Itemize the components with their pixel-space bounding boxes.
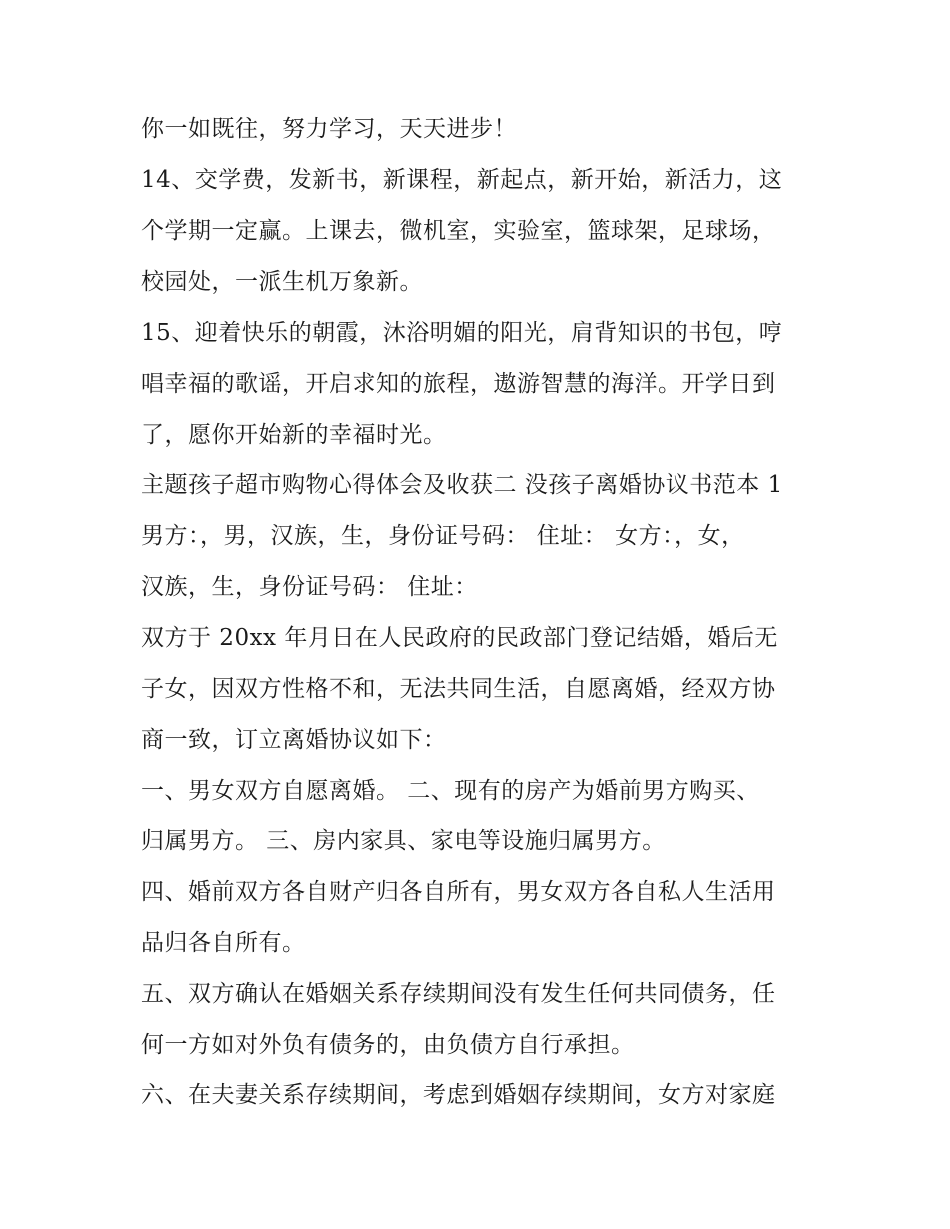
- text-line: 商一致，订立离婚协议如下：: [141, 727, 447, 753]
- text-line: 唱幸福的歌谣，开启求知的旅程，遨游智慧的海洋。开学日到: [141, 371, 776, 397]
- text-line: 品归各自所有。: [141, 930, 306, 956]
- text-line: 男方：，男，汉族，生，身份证号码： 住址： 女方：，女，: [141, 523, 745, 549]
- text-line: 校园处，一派生机万象新。: [141, 269, 423, 295]
- text-line: 15、迎着快乐的朝霞，沐浴明媚的阳光，肩背知识的书包，哼: [141, 320, 783, 346]
- text-line: 主题孩子超市购物心得体会及收获二 没孩子离婚协议书范本 1: [141, 472, 783, 498]
- text-line: 五、双方确认在婚姻关系存续期间没有发生任何共同债务，任: [141, 981, 776, 1007]
- text-line: 个学期一定赢。上课去，微机室，实验室，篮球架，足球场，: [141, 218, 776, 244]
- text-line: 四、婚前双方各自财产归各自所有，男女双方各自私人生活用: [141, 879, 776, 905]
- text-line: 14、交学费，发新书，新课程，新起点，新开始，新活力，这: [141, 167, 783, 193]
- text-line: 双方于 20xx 年月日在人民政府的民政部门登记结婚，婚后无: [141, 625, 778, 651]
- text-line: 汉族，生，身份证号码： 住址：: [141, 574, 478, 600]
- text-line: 六、在夫妻关系存续期间，考虑到婚姻存续期间，女方对家庭: [141, 1082, 776, 1108]
- text-line: 归属男方。 三、房内家具、家电等设施归属男方。: [141, 828, 666, 854]
- text-line: 子女，因双方性格不和，无法共同生活，自愿离婚，经双方协: [141, 676, 776, 702]
- text-line: 一、男女双方自愿离婚。 二、现有的房产为婚前男方购买、: [141, 778, 760, 804]
- text-line: 你一如既往，努力学习，天天进步！: [141, 116, 517, 142]
- text-line: 了，愿你开始新的幸福时光。: [141, 422, 447, 448]
- text-line: 何一方如对外负有债务的，由负债方自行承担。: [141, 1032, 635, 1058]
